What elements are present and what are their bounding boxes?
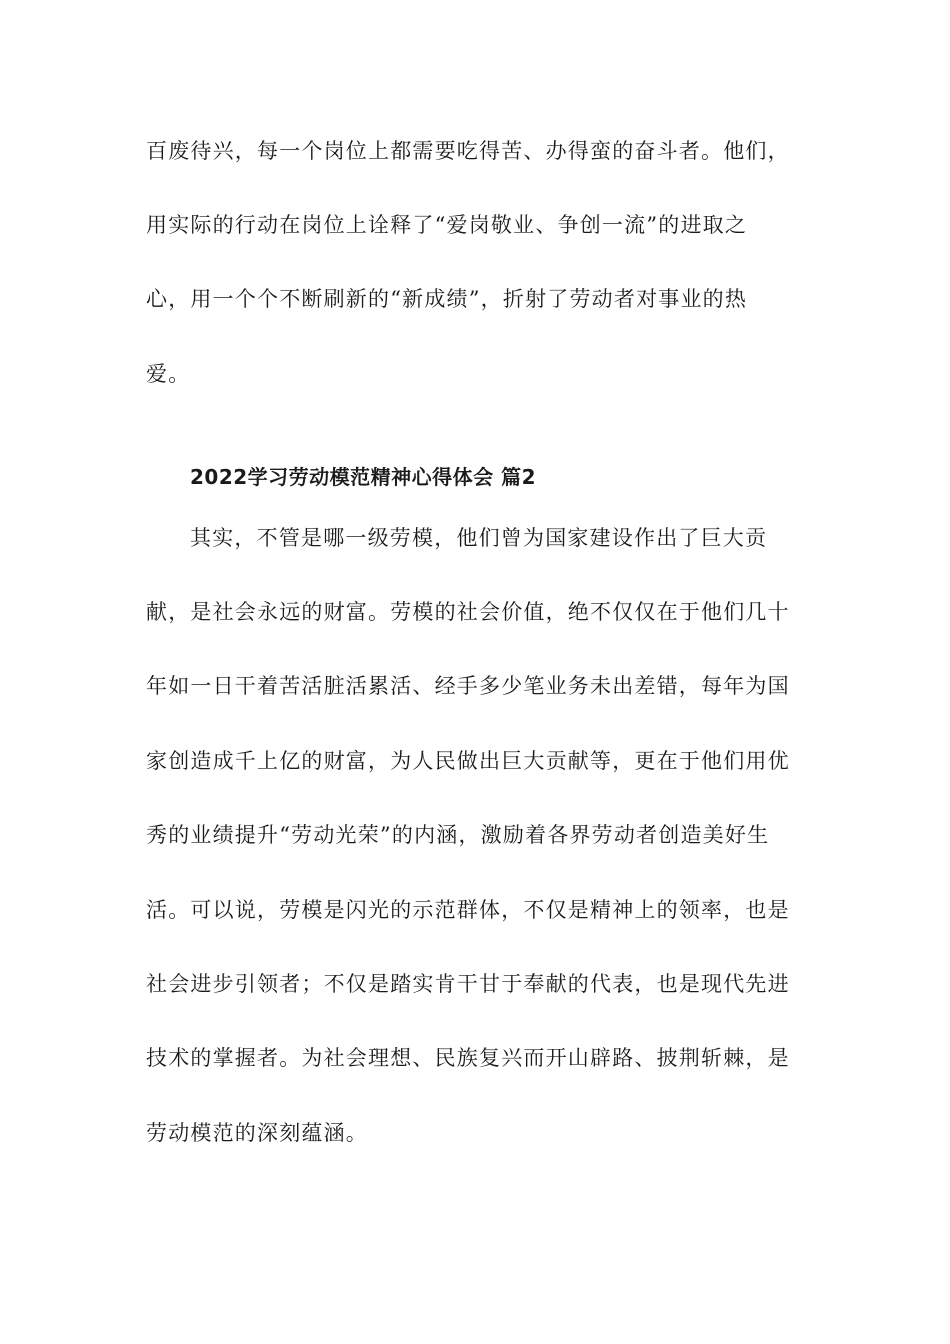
paragraph-line: 劳动模范的深刻蕴涵。	[146, 1121, 368, 1145]
paragraph-line: 年如一日干着苦活脏活累活、经手多少笔业务未出差错，每年为国	[146, 674, 790, 698]
paragraph-line: 其实，不管是哪一级劳模，他们曾为国家建设作出了巨大贡	[190, 526, 768, 550]
section-heading: 2022学习劳动模范精神心得体会 篇2	[190, 465, 537, 489]
paragraph-line: 献，是社会永远的财富。劳模的社会价值，绝不仅仅在于他们几十	[146, 600, 790, 624]
paragraph-line: 爱。	[146, 362, 191, 386]
paragraph-line: 百废待兴，每一个岗位上都需要吃得苦、办得蛮的奋斗者。他们，	[146, 139, 790, 163]
paragraph-line: 秀的业绩提升“劳动光荣”的内涵，激励着各界劳动者创造美好生	[146, 823, 770, 847]
paragraph-line: 用实际的行动在岗位上诠释了“爱岗敬业、争创一流”的进取之	[146, 213, 748, 237]
paragraph-line: 活。可以说，劳模是闪光的示范群体，不仅是精神上的领率，也是	[146, 898, 790, 922]
paragraph-line: 心，用一个个不断刷新的“新成绩”，折射了劳动者对事业的热	[146, 287, 748, 311]
paragraph-line: 家创造成千上亿的财富，为人民做出巨大贡献等，更在于他们用优	[146, 749, 790, 773]
paragraph-line: 社会进步引领者；不仅是踏实肯干甘于奉献的代表，也是现代先进	[146, 972, 790, 996]
paragraph-line: 技术的掌握者。为社会理想、民族复兴而开山辟路、披荆斩棘，是	[146, 1046, 790, 1070]
